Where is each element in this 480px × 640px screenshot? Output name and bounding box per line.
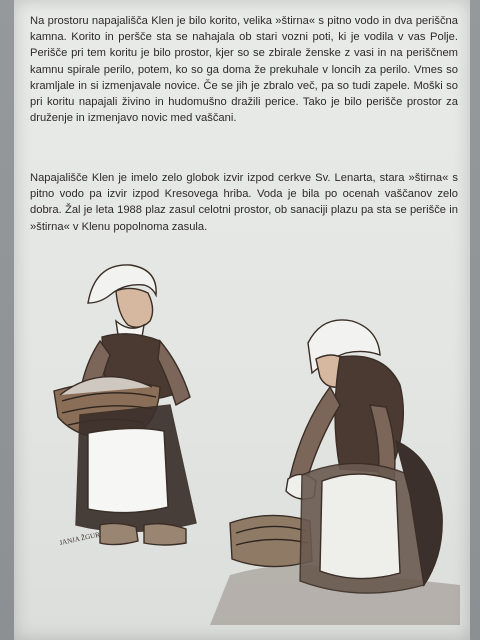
bending-woman [230, 320, 442, 593]
standing-woman [54, 265, 196, 545]
paragraph-history: Na prostoru napajališča Klen je bilo korito, velika »štirna« s pitno vodo in dva periščna kamna. Korito in peršče sta se nahajala ob stari vozni poti, ki je vodila v vas Polje. Perišče pri tem koritu je bilo prostor, kjer so se zbirale ženske z vasi in na periščnem kamnu spirale perilo, potem, ko so ga doma že prekuhale v loncih za perilo. Vmes so kramljale in si izmenjavale novice. Če se jih je zbralo več, pa so tudi zapele. Moški so pri koritu napajali živino in hudomušno dražili perice. Tako je bilo perišče prostor za druženje in izmenjavo novic med vaščani. [30, 15, 458, 125]
artist-signature: JANJA ŽGUR [58, 530, 101, 547]
paragraph-spring: Napajališče Klen je imelo zelo globok izvir izpod cerkve Sv. Lenarta, stara »štirna« s pitno vodo pa izvir izpod Kresovega hriba. Voda je bila po ocenah vaščanov zelo dobra. Žal je leta 1988 plaz zasul celotni prostor, ob sanaciji plazu pa sta se perišče in »štirna« v Klenu popolnoma zasula. [30, 172, 458, 233]
washerwomen-illustration [40, 255, 460, 625]
